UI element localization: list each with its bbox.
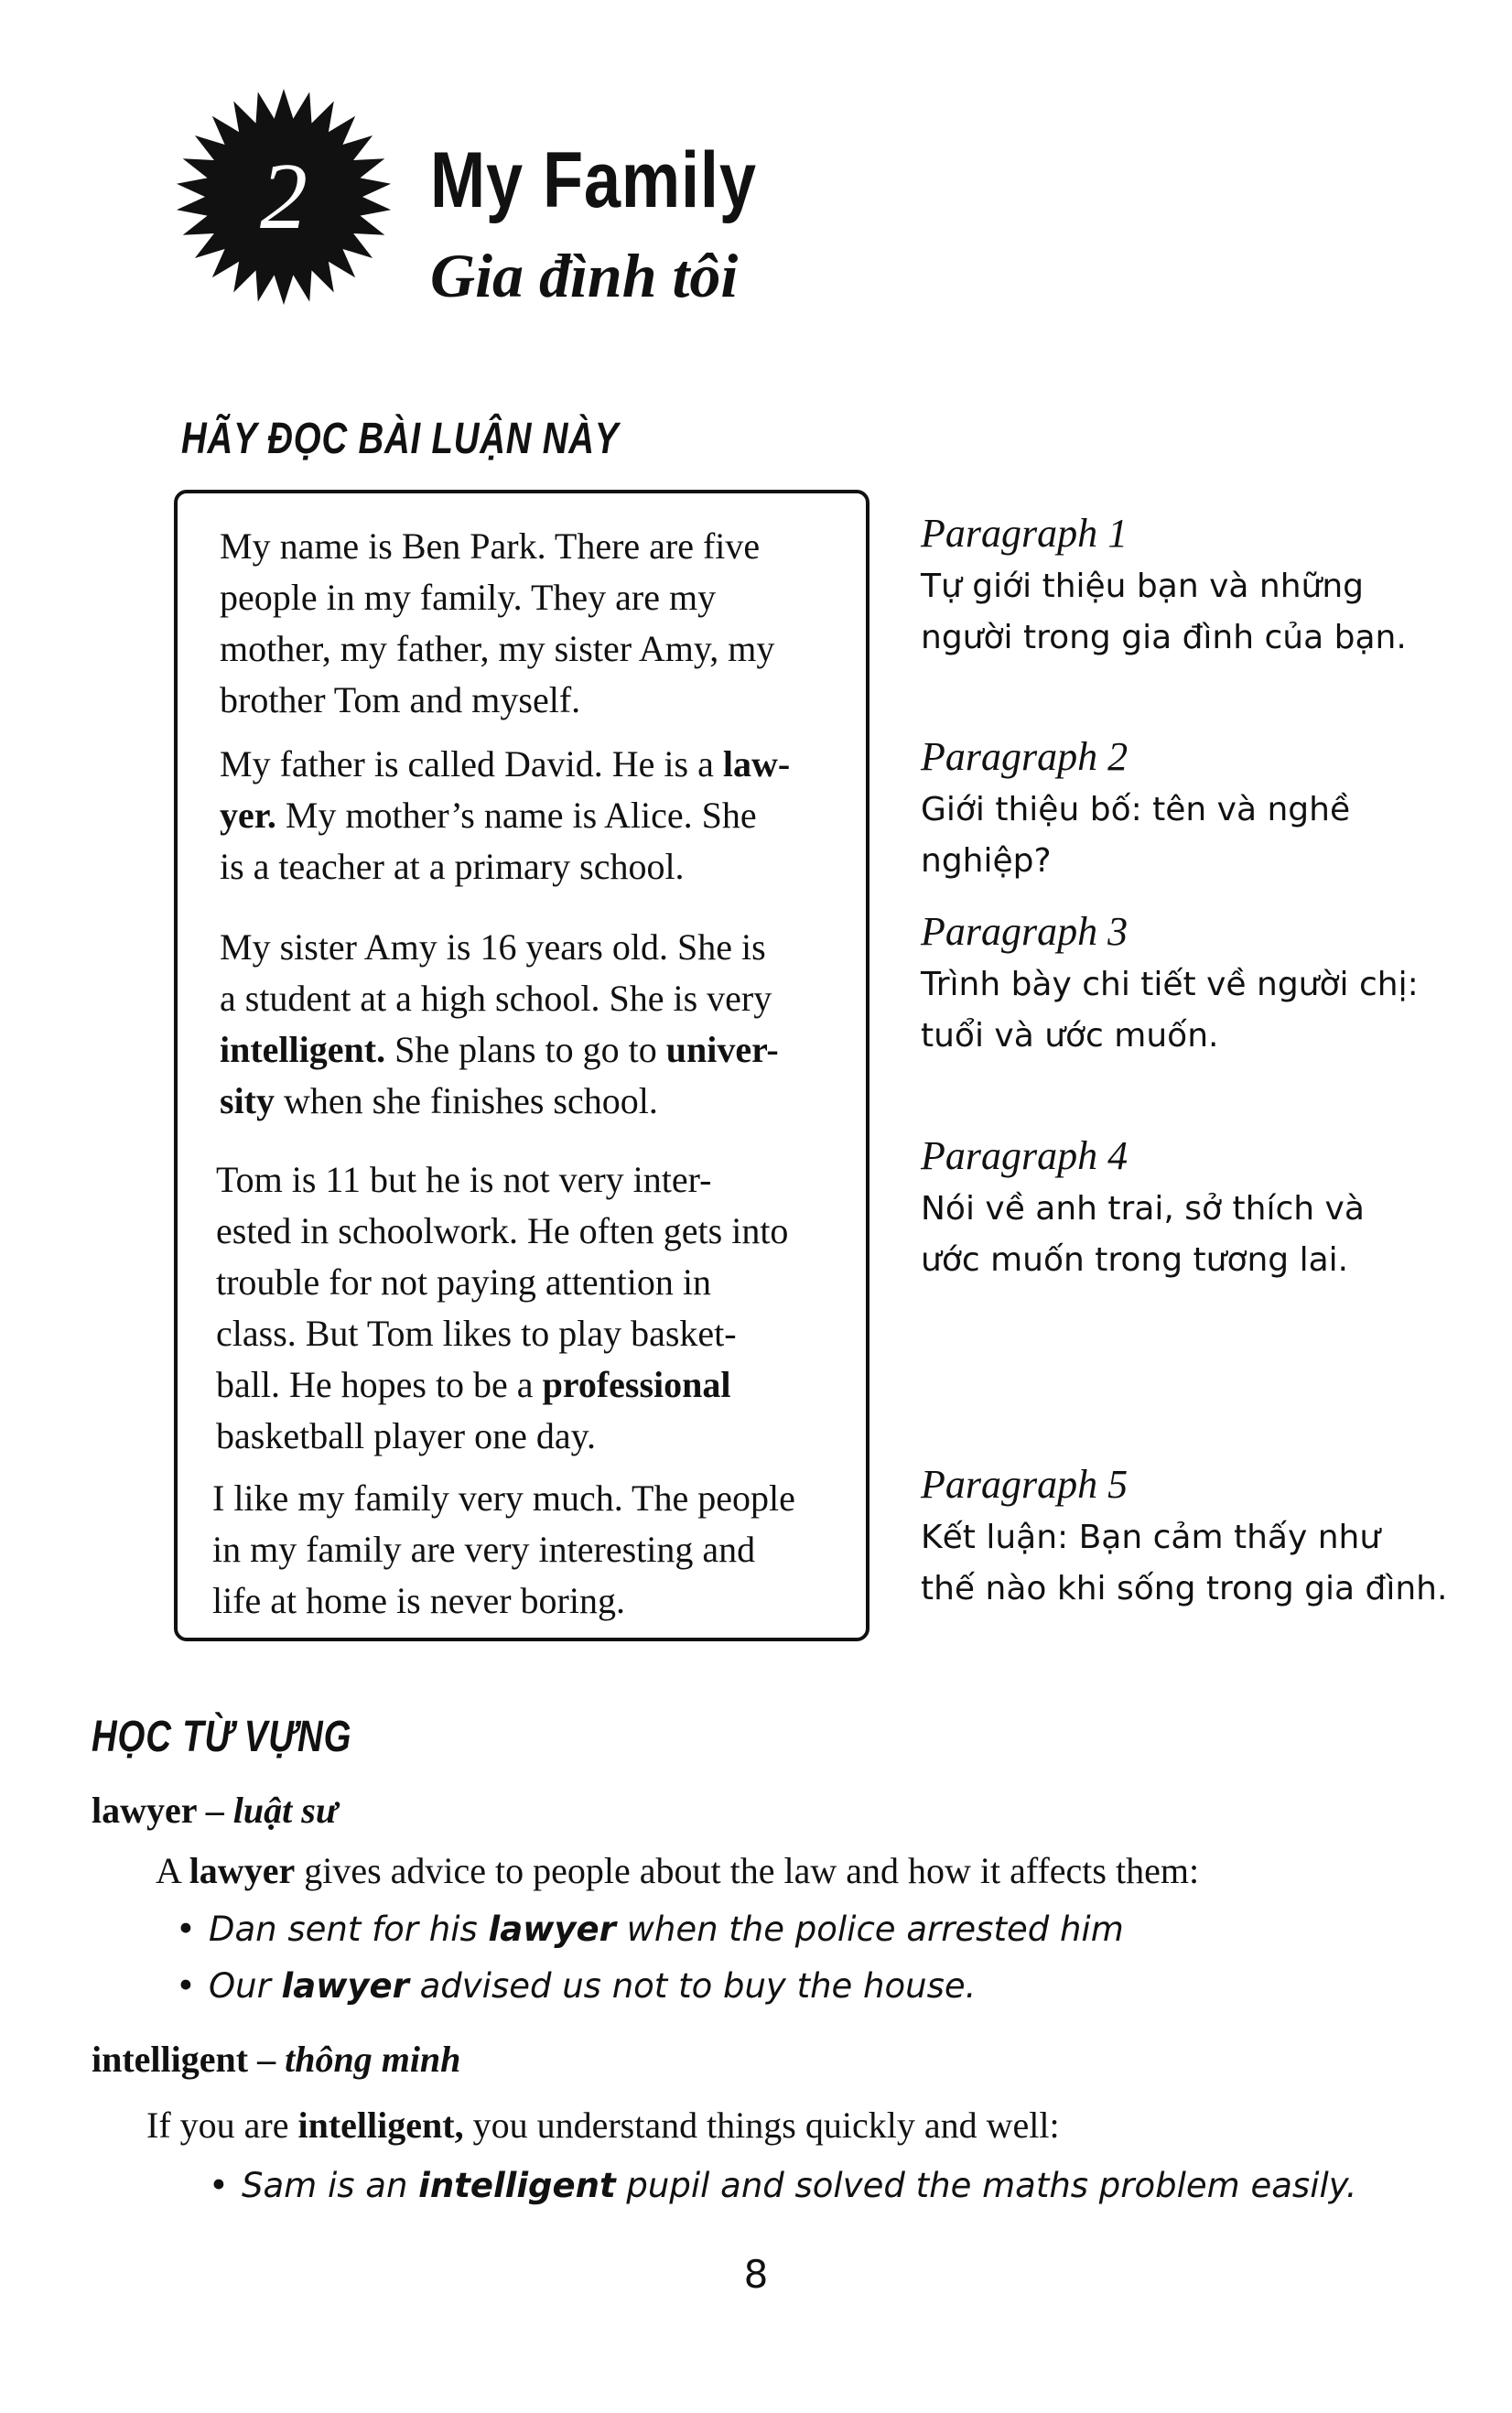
- guide-desc: Giới thiệu bố: tên và nghề: [921, 791, 1351, 828]
- essay-line: My father is called David. He is a: [220, 743, 723, 784]
- essay-line: mother, my father, my sister Amy, my: [220, 628, 775, 669]
- essay-line: My sister Amy is 16 years old. She is: [220, 926, 766, 968]
- guide-desc: ước muốn trong tương lai.: [921, 1241, 1349, 1279]
- vocab-highlight: professional: [542, 1364, 731, 1405]
- vocab-definition: [146, 2100, 1060, 2151]
- guide-label: Paragraph 5: [921, 1462, 1129, 1507]
- guide-desc: Tự giới thiệu bạn và những: [921, 568, 1365, 605]
- guide-paragraph-3: [921, 904, 1419, 1062]
- guide-desc: tuổi và ước muốn.: [921, 1017, 1219, 1055]
- essay-line: Tom is 11 but he is not very inter-: [216, 1159, 712, 1200]
- vocab-meaning: thông minh: [285, 2039, 461, 2080]
- chapter-title-en: My Family: [430, 136, 757, 224]
- example-keyword: lawyer: [488, 1910, 616, 1949]
- essay-paragraph-2: [220, 739, 790, 893]
- guide-label: Paragraph 1: [921, 511, 1129, 556]
- reading-heading: HÃY ĐỌC BÀI LUẬN NÀY: [181, 415, 620, 463]
- chapter-title-vi: Gia đình tôi: [430, 241, 739, 310]
- chapter-number: 2: [260, 144, 308, 249]
- essay-line: class. But Tom likes to play basket-: [216, 1313, 737, 1354]
- definition-keyword: lawyer: [189, 1850, 296, 1891]
- guide-paragraph-2: [921, 730, 1350, 887]
- guide-label: Paragraph 2: [921, 734, 1129, 779]
- vocab-definition: [156, 1845, 1199, 1897]
- vocab-example: [176, 1961, 977, 2012]
- essay-paragraph-3: [220, 922, 779, 1127]
- essay-paragraph-4: [216, 1154, 788, 1462]
- essay-line: ested in schoolwork. He often gets into: [216, 1210, 789, 1251]
- essay-line: a student at a high school. She is very: [220, 978, 772, 1019]
- example-text: Sam is an: [242, 2166, 419, 2205]
- essay-line: trouble for not paying attention in: [216, 1261, 711, 1303]
- vocab-highlight: univer-: [665, 1029, 779, 1070]
- definition-text: A: [156, 1850, 189, 1891]
- guide-desc: Nói về anh trai, sở thích và: [921, 1190, 1365, 1228]
- guide-desc: nghiệp?: [921, 842, 1052, 880]
- page-number: 8: [743, 2252, 769, 2297]
- definition-text: gives advice to people about the law and how it affects them:: [295, 1850, 1200, 1891]
- chapter-badge: [174, 87, 394, 307]
- guide-paragraph-4: [921, 1129, 1365, 1286]
- vocab-highlight: yer.: [220, 795, 276, 836]
- essay-paragraph-1: [220, 521, 774, 726]
- definition-text: If you are: [146, 2105, 298, 2146]
- essay-line: I like my family very much. The people: [212, 1477, 795, 1519]
- essay-line: life at home is never boring.: [212, 1580, 625, 1621]
- essay-line: basketball player one day.: [216, 1415, 597, 1456]
- example-keyword: intelligent: [418, 2166, 616, 2205]
- vocab-term-intelligent: intelligent – thông minh: [92, 2039, 461, 2080]
- definition-text: you understand things quickly and well:: [463, 2105, 1060, 2146]
- vocab-meaning: luật sư: [232, 1790, 338, 1831]
- guide-paragraph-1: [921, 506, 1407, 664]
- guide-desc: Trình bày chi tiết về người chị:: [921, 966, 1419, 1003]
- essay-line: ball. He hopes to be a: [216, 1364, 543, 1405]
- vocab-highlight: law-: [722, 743, 791, 784]
- guide-label: Paragraph 3: [921, 909, 1129, 954]
- example-text: Our: [209, 1966, 282, 2006]
- definition-keyword: intelligent,: [297, 2105, 464, 2146]
- example-text: advised us not to buy the house.: [408, 1966, 977, 2006]
- essay-line: brother Tom and myself.: [220, 679, 581, 720]
- essay-line: people in my family. They are my: [220, 577, 717, 618]
- guide-label: Paragraph 4: [921, 1133, 1129, 1178]
- example-text: pupil and solved the maths problem easily.: [615, 2166, 1357, 2205]
- essay-box: [174, 490, 869, 1641]
- example-keyword: lawyer: [281, 1966, 409, 2006]
- essay-line: My name is Ben Park. There are five: [220, 525, 761, 567]
- example-text: Dan sent for his: [209, 1910, 489, 1949]
- vocab-example: [176, 1904, 1124, 1955]
- bullet-icon: •: [176, 1966, 196, 2006]
- vocab-highlight: intelligent.: [220, 1029, 386, 1070]
- vocabulary-heading: HỌC TỪ VỰNG: [92, 1713, 352, 1761]
- guide-desc: Kết luận: Bạn cảm thấy như: [921, 1519, 1381, 1556]
- vocab-example: [209, 2160, 1357, 2212]
- essay-line: is a teacher at a primary school.: [220, 846, 685, 887]
- example-text: when the police arrested him: [615, 1910, 1124, 1949]
- bullet-icon: •: [176, 1910, 196, 1949]
- essay-line: when she finishes school.: [275, 1080, 658, 1121]
- vocab-word: lawyer: [92, 1790, 197, 1831]
- bullet-icon: •: [209, 2166, 229, 2205]
- essay-line: My mother’s name is Alice. She: [275, 795, 757, 836]
- vocab-term-lawyer: lawyer – luật sư: [92, 1790, 338, 1831]
- guide-desc: thế nào khi sống trong gia đình.: [921, 1570, 1448, 1607]
- guide-desc: người trong gia đình của bạn.: [921, 619, 1407, 656]
- vocab-highlight: sity: [220, 1080, 275, 1121]
- essay-line: in my family are very interesting and: [212, 1529, 756, 1570]
- essay-paragraph-5: [212, 1473, 795, 1627]
- vocab-word: intelligent: [92, 2039, 249, 2080]
- essay-line: She plans to go to: [385, 1029, 666, 1070]
- guide-paragraph-5: [921, 1457, 1447, 1615]
